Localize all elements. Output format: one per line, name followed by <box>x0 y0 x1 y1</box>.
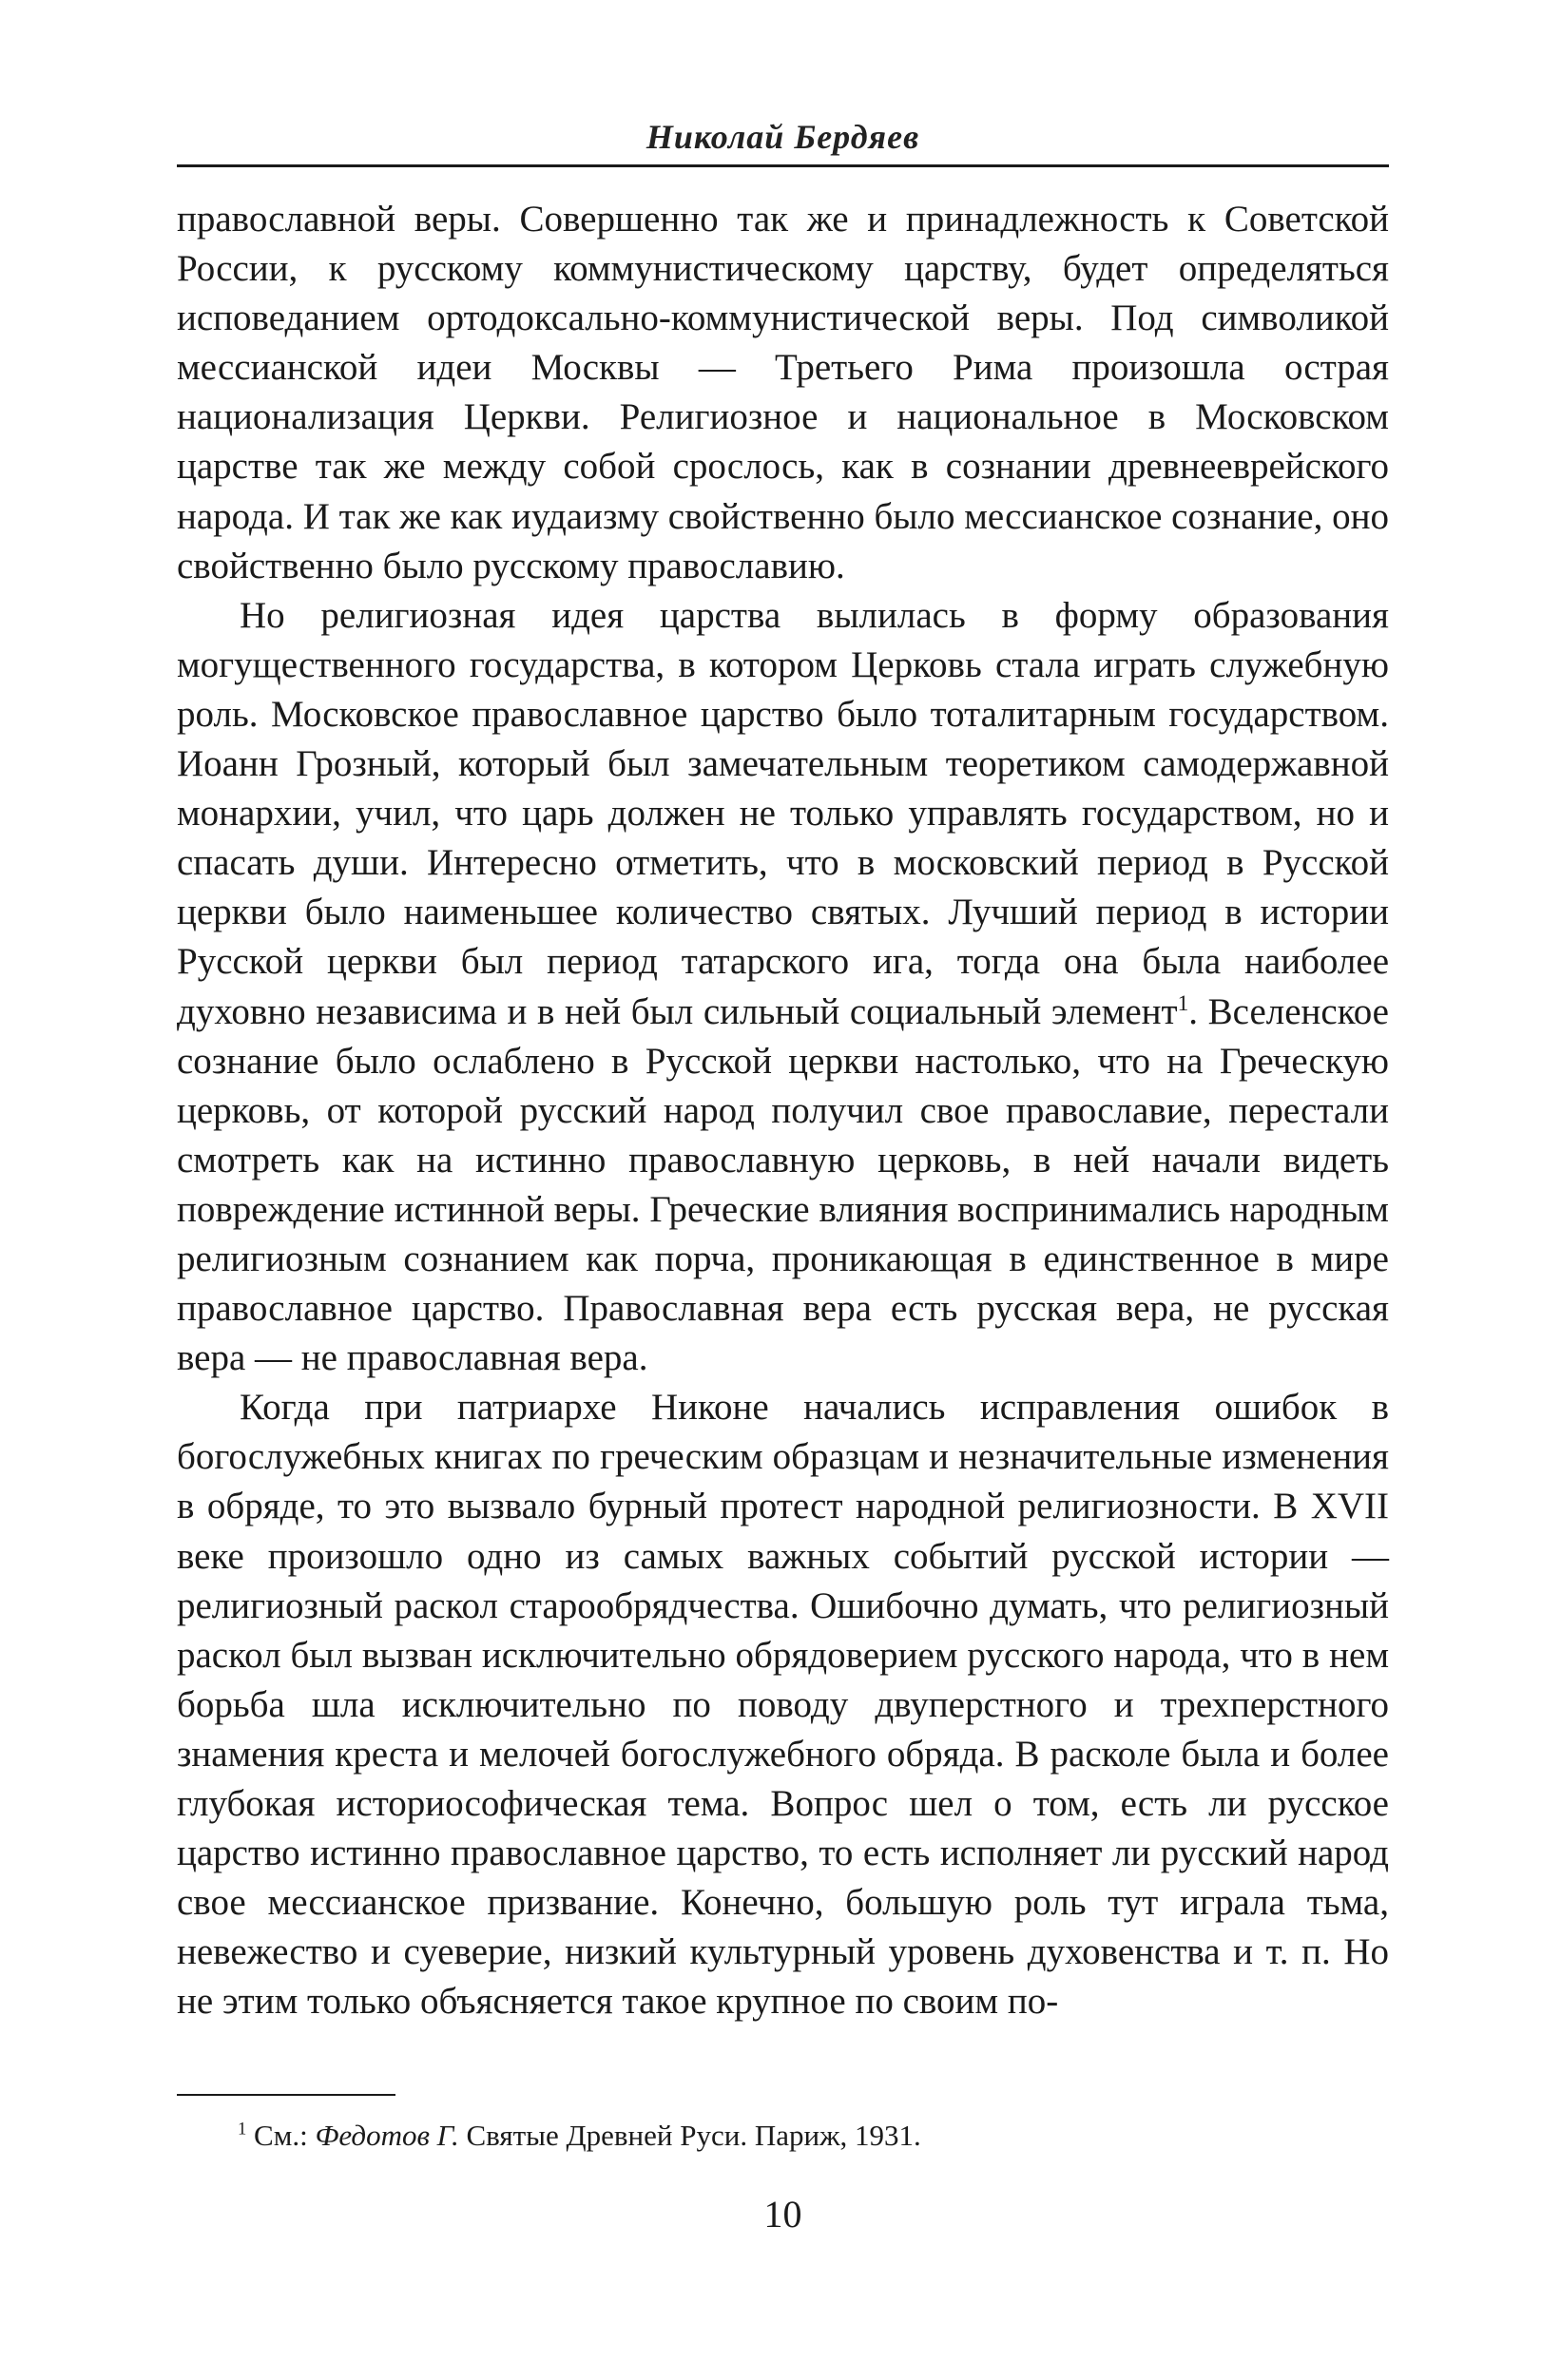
footnote-reference[interactable]: 1 <box>1177 990 1189 1016</box>
paragraph-2-text: Но религиозная идея царства вылилась в форму образования могущественного государства, в котором Церковь стала играть служебную роль. Московское православное царство было тоталитарным государством. Иоанн Грозный, который был замечательным теоретиком самодержавной монархии, учил, что царь должен не только управлять государством, но и спасать души. Интересно отметить, что в московский период в Русской церкви было наименьшее количество святых. Лучший период в истории Русской церкви был период татарского ига, тогда она была наиболее духовно независима и в ней был сильный социальный элемент <box>177 594 1389 1032</box>
paragraph-1: православной веры. Совершенно так же и принадлежность к Советской России, к русскому коммунистическому царству, будет определяться исповеданием ортодоксально-коммунистической веры. Под символикой мессианской идеи Москвы — Третьего Рима произошла острая национализация Церкви. Религиозное и национальное в Московском царстве так же между собой срослось, как в сознании древнееврейского народа. И так же как иудаизму свойственно было мессианское сознание, оно свойственно было русскому православию. <box>177 199 1389 586</box>
footnote-rule <box>177 2094 395 2096</box>
paragraph-2: Но религиозная идея царства вылилась в форму образования могущественного государства, в котором Церковь стала играть служебную роль. Московское православное царство было тоталитарным государством. Иоанн Грозный, который был замечательным теоретиком самодержавной монархии, учил, что царь должен не только управлять государством, но и спасать души. Интересно отметить, что в московский период в Русской церкви было наименьшее количество святых. Лучший период в истории Русской церкви был период татарского ига, тогда она была наиболее духовно независима и в ней был сильный социальный элемент$^1$. Вселенское сознание было ослаблено в Русской церкви настолько, что на Греческую церковь, от которой русский народ получил свое православие, перестали смотреть как на истинно православную церковь, в ней начали видеть повреждение истинной веры. Греческие влияния воспринимались народным религиозным сознанием как порча, проникающая в единственное в мире православное царство. Православная вера есть русская вера, не русская вера — не православная вера. <box>177 594 1389 1379</box>
footnote-prefix: См.: <box>254 2119 308 2152</box>
paragraph-2-continuation: Вселенское сознание было ослаблено в Русской церкви настолько, что на Греческую церковь, от которой русский народ получил свое православие, перестали смотреть как на истинно православную церковь, в ней начали видеть повреждение истинной веры. Греческие влияния воспринимались народным религиозным сознанием как порча, проникающая в единственное в мире православное царство. Православная вера есть русская вера, не русская вера — не православная вера. <box>177 990 1389 1379</box>
header-rule <box>177 164 1389 167</box>
paragraph-3: Когда при патриархе Никоне начались исправления ошибок в богослужебных книгах по греческим образцам и незначительные изменения в обряде, то это вызвало бурный протест народной религиозности. В XVII веке произошло одно из самых важных событий русской истории — религиозный раскол старообрядчества. Ошибочно думать, что религиозный раскол был вызван исключительно обрядоверием русского народа, что в нем борьба шла исключительно по поводу двуперстного и трехперстного знамения креста и мелочей богослужебного обряда. В расколе была и более глубокая историософическая тема. Вопрос шел о том, есть ли русское царство истинно православное царство, то есть исполняет ли русский народ свое мессианское призвание. Конечно, большую роль тут играла тьма, невежество и суеверие, низкий культурный уровень духовенства и т. п. Но не этим только объясняется такое крупное по своим по- <box>177 1387 1389 2023</box>
footnote <box>238 2115 1389 2157</box>
page-number: 10 <box>763 2193 802 2236</box>
running-head: Николай Бердяев <box>646 118 920 156</box>
footnote-text: Святые Древней Руси. Париж, 1931. <box>466 2119 921 2152</box>
footnote-author: Федотов Г. <box>315 2119 459 2152</box>
main-text <box>177 195 1389 2026</box>
footnote-marker: 1 <box>238 2119 247 2140</box>
